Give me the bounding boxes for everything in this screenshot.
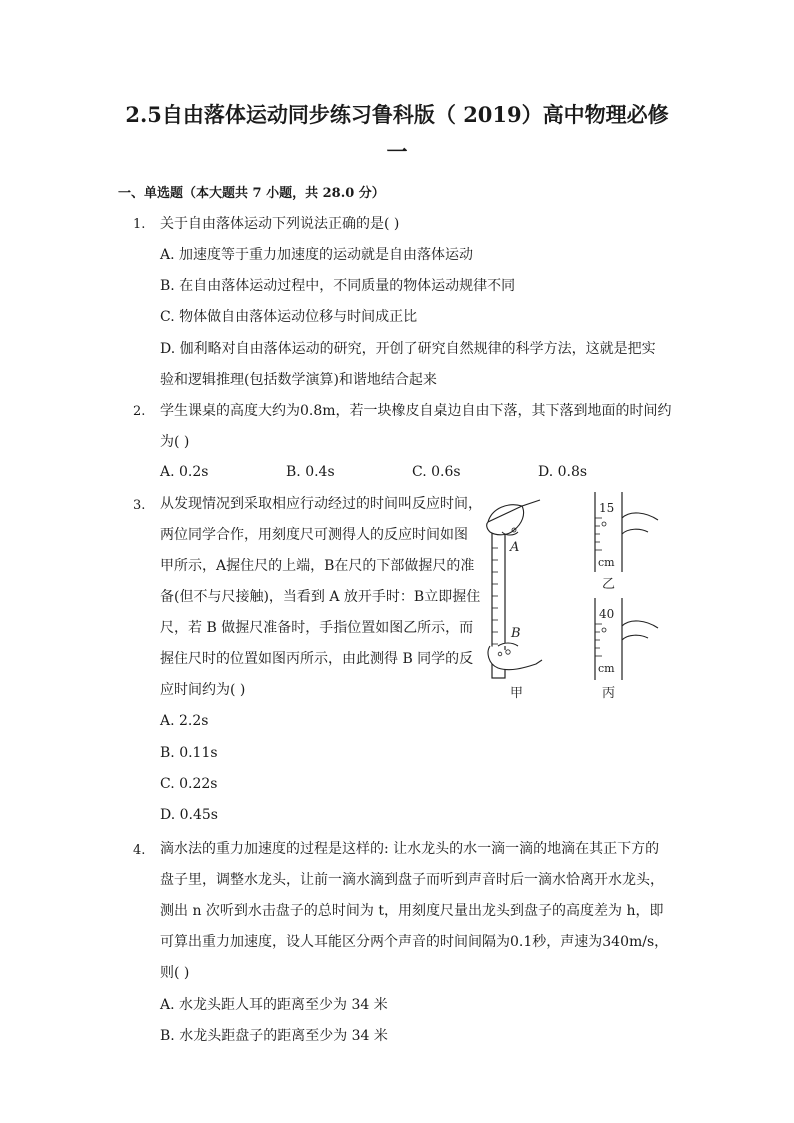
figure-bing (595, 598, 658, 701)
ruler-reaction-figure (478, 488, 668, 704)
question-2-number: 2. (133, 404, 146, 419)
question-3-stem-line6: 握住尺时的位置如图丙所示，由此测得 B 同学的反 (160, 651, 474, 667)
question-3-option-d: D. 0.45s (160, 807, 218, 823)
question-3-stem-line1: 从发现情况到采取相应行动经过的时间叫反应时间， (160, 496, 482, 512)
question-2-option-d: D. 0.8s (538, 464, 588, 480)
question-2-stem-line1: 学生课桌的高度大约为0.8m，若一块橡皮自桌边自由下落，其下落到地面的时间约 (160, 403, 672, 419)
question-4-stem-line2: 盘子里，调整水龙头，让前一滴水滴到盘子而听到声音时后一滴水恰离开水龙头， (160, 872, 664, 888)
question-2-option-a: A. 0.2s (160, 464, 209, 480)
question-3-stem-line7: 应时间约为( ) (160, 682, 246, 698)
question-4-stem-line5: 则( ) (160, 965, 190, 981)
question-1-number: 1. (133, 217, 146, 232)
question-2-stem-line2: 为( ) (160, 434, 190, 450)
question-3-option-b: B. 0.11s (160, 745, 218, 761)
question-3-option-c: C. 0.22s (160, 776, 218, 792)
section-heading: 一、单选题（本大题共 7 小题，共 28.0 分） (118, 186, 385, 201)
question-3-stem-line2: 两位同学合作，用刻度尺可测得人的反应时间如图 (160, 527, 468, 543)
question-3-stem-line3: 甲所示，A握住尺的上端，B在尺的下部做握尺的准 (160, 558, 475, 574)
question-1-option-c: C. 物体做自由落体运动位移与时间成正比 (160, 309, 418, 325)
label-bing: 丙 (602, 686, 616, 701)
question-4-stem-line1: 滴水法的重力加速度的过程是这样的: 让水龙头的水一滴一滴的地滴在其正下方的 (160, 841, 660, 857)
question-1-stem: 关于自由落体运动下列说法正确的是( ) (160, 216, 400, 232)
question-2-option-c: C. 0.6s (412, 464, 461, 480)
label-yi: 乙 (602, 577, 616, 592)
question-4-stem-line3: 测出 n 次听到水击盘子的总时间为 t，用刻度尺量出龙头到盘子的高度差为 h，即 (160, 903, 664, 919)
question-4-option-a: A. 水龙头距人耳的距离至少为 34 米 (160, 997, 388, 1013)
ruler-yi-number: 15 (599, 501, 615, 515)
question-4-stem-line4: 可算出重力加速度，设人耳能区分两个声音的时间间隔为0.1秒，声速为340m/s， (160, 934, 669, 950)
ruler-bing-number: 40 (599, 607, 615, 621)
question-3-option-a: A. 2.2s (160, 713, 209, 729)
question-2-option-b: B. 0.4s (286, 464, 335, 480)
label-b: B (511, 626, 521, 641)
question-1-option-a: A. 加速度等于重力加速度的运动就是自由落体运动 (160, 247, 474, 263)
question-4-option-b: B. 水龙头距盘子的距离至少为 34 米 (160, 1028, 388, 1044)
question-1-option-d-cont: 验和逻辑推理(包括数学演算)和谐地结合起来 (160, 372, 437, 388)
hand-bing-icon (622, 621, 658, 640)
label-jia: 甲 (510, 686, 524, 701)
question-3-stem-line5: 尺，若 B 做握尺准备时，手指位置如图乙所示，而 (160, 620, 474, 636)
hand-yi-icon (622, 513, 658, 534)
question-1-option-b: B. 在自由落体运动过程中，不同质量的物体运动规律不同 (160, 278, 516, 294)
figure-jia (487, 500, 542, 701)
document-title-line2: 一 (386, 139, 408, 164)
ruler-bing-unit: cm (598, 662, 615, 675)
question-3-number: 3. (133, 498, 146, 513)
figure-yi (595, 492, 658, 592)
ruler-yi-unit: cm (598, 556, 615, 569)
question-1-option-d: D. 伽利略对自由落体运动的研究，开创了研究自然规律的科学方法，这就是把实 (160, 341, 656, 357)
hand-a-icon (487, 500, 540, 535)
question-3-stem-line4: 备(但不与尺接触)，当看到 A 放开手时：B立即握住 (160, 589, 481, 605)
question-4-number: 4. (133, 843, 146, 858)
document-title-line1: 2.5自由落体运动同步练习鲁科版（ 2019）高中物理必修 (125, 102, 669, 127)
label-a: A (510, 540, 520, 555)
